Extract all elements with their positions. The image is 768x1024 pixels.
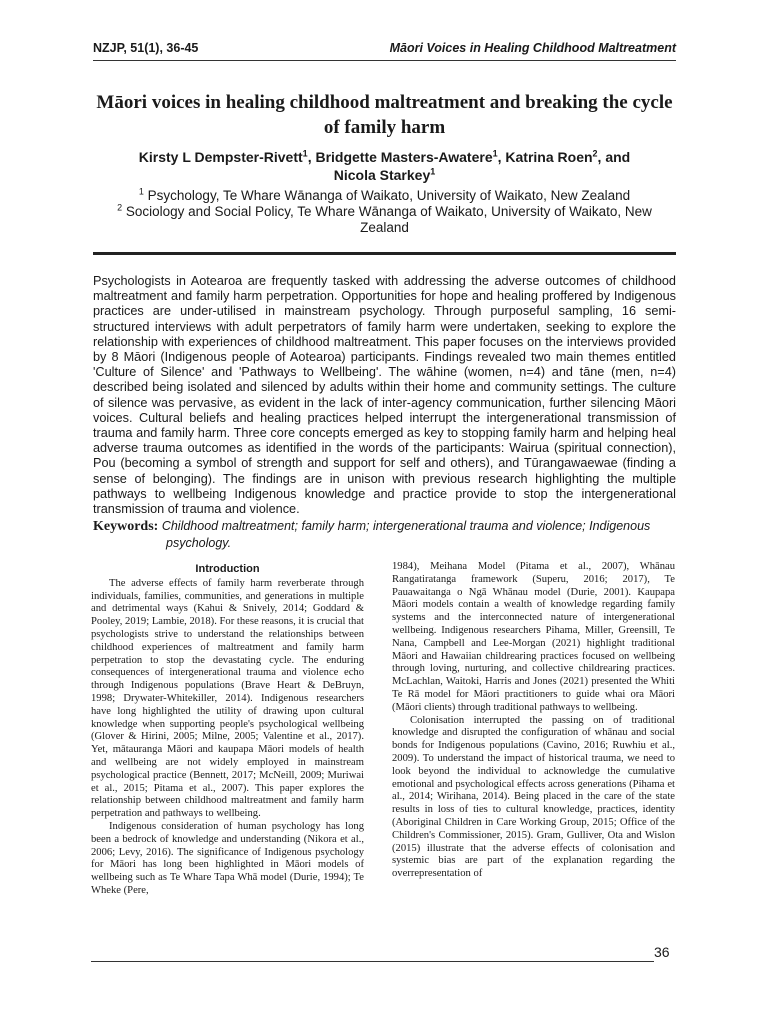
running-header bbox=[93, 41, 676, 59]
author-name: Bridgette Masters-Awatere bbox=[315, 149, 493, 165]
affiliation-marker: 1 bbox=[138, 186, 144, 197]
keywords-text: Childhood maltreatment; family harm; intergenerational trauma and violence; Indigenous psychology. bbox=[161, 519, 651, 550]
body-column-left bbox=[91, 563, 364, 898]
body-paragraph: The adverse effects of family harm reverberate through individuals, families, communities, and generations in multiple and detrimental ways (Kahui & Snively, 2014; Goddard & Pooley, 2019; Lambie, 2018). For these reasons, it is crucial that psychologists strive to understand the relationships between childhood experiences of maltreatment and family harm perpetration to stop the devastating cycle. The enduring consequences of intergenerational trauma and violence echo through Indigenous populations (Brave Heart & DeBruyn, 1998; Drywater-Whitekiller, 2014). Indigenous researchers have long highlighted the utility of drawing upon cultural knowledge when supporting people's psychological wellbeing (Glover & Hirini, 2005; Milne, 2005; Valentine et al., 2017). Yet, mātauranga Māori and kaupapa Māori models of health and wellbeing are not widely employed in mainstream psychological practice (Bennett, 2017; McNeill, 2009; Muriwai et al., 2015; Pitama et al., 2007). This paper explores the relationship between childhood maltreatment and family harm perpetration and pathways to wellbeing. bbox=[91, 577, 364, 820]
affiliations bbox=[93, 188, 676, 236]
author-affil-marker: 1 bbox=[492, 148, 498, 159]
section-heading: Introduction bbox=[195, 563, 260, 575]
footer-rule bbox=[91, 961, 654, 962]
author-affil-marker: 1 bbox=[430, 166, 436, 177]
section-divider bbox=[93, 252, 676, 255]
author-name: Kirsty L Dempster-Rivett bbox=[138, 149, 303, 165]
running-title: Māori Voices in Healing Childhood Maltreatment bbox=[389, 41, 676, 55]
author-affil-marker: 1 bbox=[302, 148, 308, 159]
body-paragraph: Indigenous consideration of human psychology has long been a bedrock of knowledge and understanding (Nikora et al., 2006; Levy, 2016). The significance of Indigenous psychology for Māori has long been highlighted in Māori models of wellbeing such as Te Whare Tapa Whā model (Durie, 1994); Te Wheke (Pere, bbox=[91, 820, 364, 896]
author-name: Nicola Starkey bbox=[333, 167, 431, 183]
body-paragraph: 1984), Meihana Model (Pitama et al., 2007), Whānau Rangatiratanga framework (Superu, 2016; 2017), Te Pauawaitanga o Ngā Whānau model (Durie, 2001). Kaupapa Māori models contain a wealth of knowledge regarding family systems and the interconnected nature of intergenerational wellbeing. Indigenous researchers Pihama, Miller, Greensill, Te Nana, Campbell and Lee-Morgan (2021) highlight traditional Māori and Hawaiian childrearing practices focused on wellbeing through loving, nurturing, and collective childrearing practices. McLachlan, Waitoki, Harris and Jones (2021) presented the Whiti Te Rā model for Māori practitioners to guide whai ora Māori (Māori clients) through traditional pathways to wellbeing. bbox=[392, 561, 675, 713]
abstract: Psychologists in Aotearoa are frequently tasked with addressing the adverse outcomes of childhood maltreatment and family harm perpetration. Opportunities for hope and healing proffered by Indigenous practices are under-utilised in mainstream psychology. Through purposeful sampling, 16 semi-structured interviews with adult perpetrators of family harm were undertaken, seeking to explore the relationship with experiences of childhood maltreatment. This paper focuses on the interviews provided by 8 Māori (Indigenous people of Aotearoa) participants. Findings revealed two main themes entitled 'Culture of Silence' and 'Pathways to Wellbeing'. The wāhine (women, n=4) and tāne (men, n=4) described being isolated and silenced by adults within their home and community settings. The culture of silence was pervasive, as evident in the lack of inter-agency communication, further silencing Māori voices. Cultural beliefs and healing practices helped interrupt the intergenerational transmission of trauma and family harm. Three core concepts emerged as key to stopping family harm and helping heal adverse trauma outcomes as identified in the words of the participants: Wairua (spiritual connection), Pou (becoming a symbol of strength and support for self and others), and Tūrangawaewae (finding a sense of belonging). The findings are in unison with previous research highlighting the multiple pathways to wellbeing Indigenous knowledge and practice provide to stop the intergenerational transmission of trauma and violence. bbox=[93, 274, 676, 517]
affiliation-text: Psychology, Te Whare Wānanga of Waikato, University of Waikato, New Zealand bbox=[147, 188, 631, 203]
body-column-right bbox=[392, 561, 675, 881]
header-rule bbox=[93, 60, 676, 61]
keywords bbox=[93, 518, 676, 551]
affiliation-marker: 2 bbox=[117, 202, 123, 213]
keywords-label: Keywords: bbox=[93, 519, 159, 534]
author-affil-marker: 2 bbox=[592, 148, 598, 159]
affiliation-1 bbox=[93, 188, 676, 204]
journal-reference: NZJP, 51(1), 36-45 bbox=[93, 41, 199, 55]
affiliation-text: Sociology and Social Policy, Te Whare Wānanga of Waikato, University of Waikato, New Zealand bbox=[125, 204, 652, 235]
page-number: 36 bbox=[654, 944, 670, 960]
affiliation-2 bbox=[93, 204, 676, 236]
body-paragraph: Colonisation interrupted the passing on of traditional knowledge and disrupted the configuration of whānau and social bonds for Indigenous populations (Cavino, 2016; Ruwhiu et al., 2009). To understand the impact of historical trauma, we need to look beyond the individual to acknowledge the cumulative emotional and psychological effects across generations (Pihama et al., 2014; Wirihana, 2014). Being placed in the care of the state results in loss of ties to cultural knowledge, practices, identity (Aboriginal Children in Care Working Group, 2015; Office of the Children's Commissioner, 2015). Gram, Gulliver, Ota and Wislon (2015) illustrate that the adverse effects of colonisation and systemic bias are part of the explanation regarding the overrepresentation of bbox=[392, 714, 675, 880]
article-title: Māori voices in healing childhood maltreatment and breaking the cycle of family harm bbox=[96, 92, 673, 138]
author-name: Katrina Roen bbox=[505, 149, 593, 165]
author-list: Kirsty L Dempster-Rivett$^1$, Bridgette Masters-Awatere$^1$, Katrina Roen$^2$, and Nicola Starkey$^1$ bbox=[138, 148, 631, 183]
